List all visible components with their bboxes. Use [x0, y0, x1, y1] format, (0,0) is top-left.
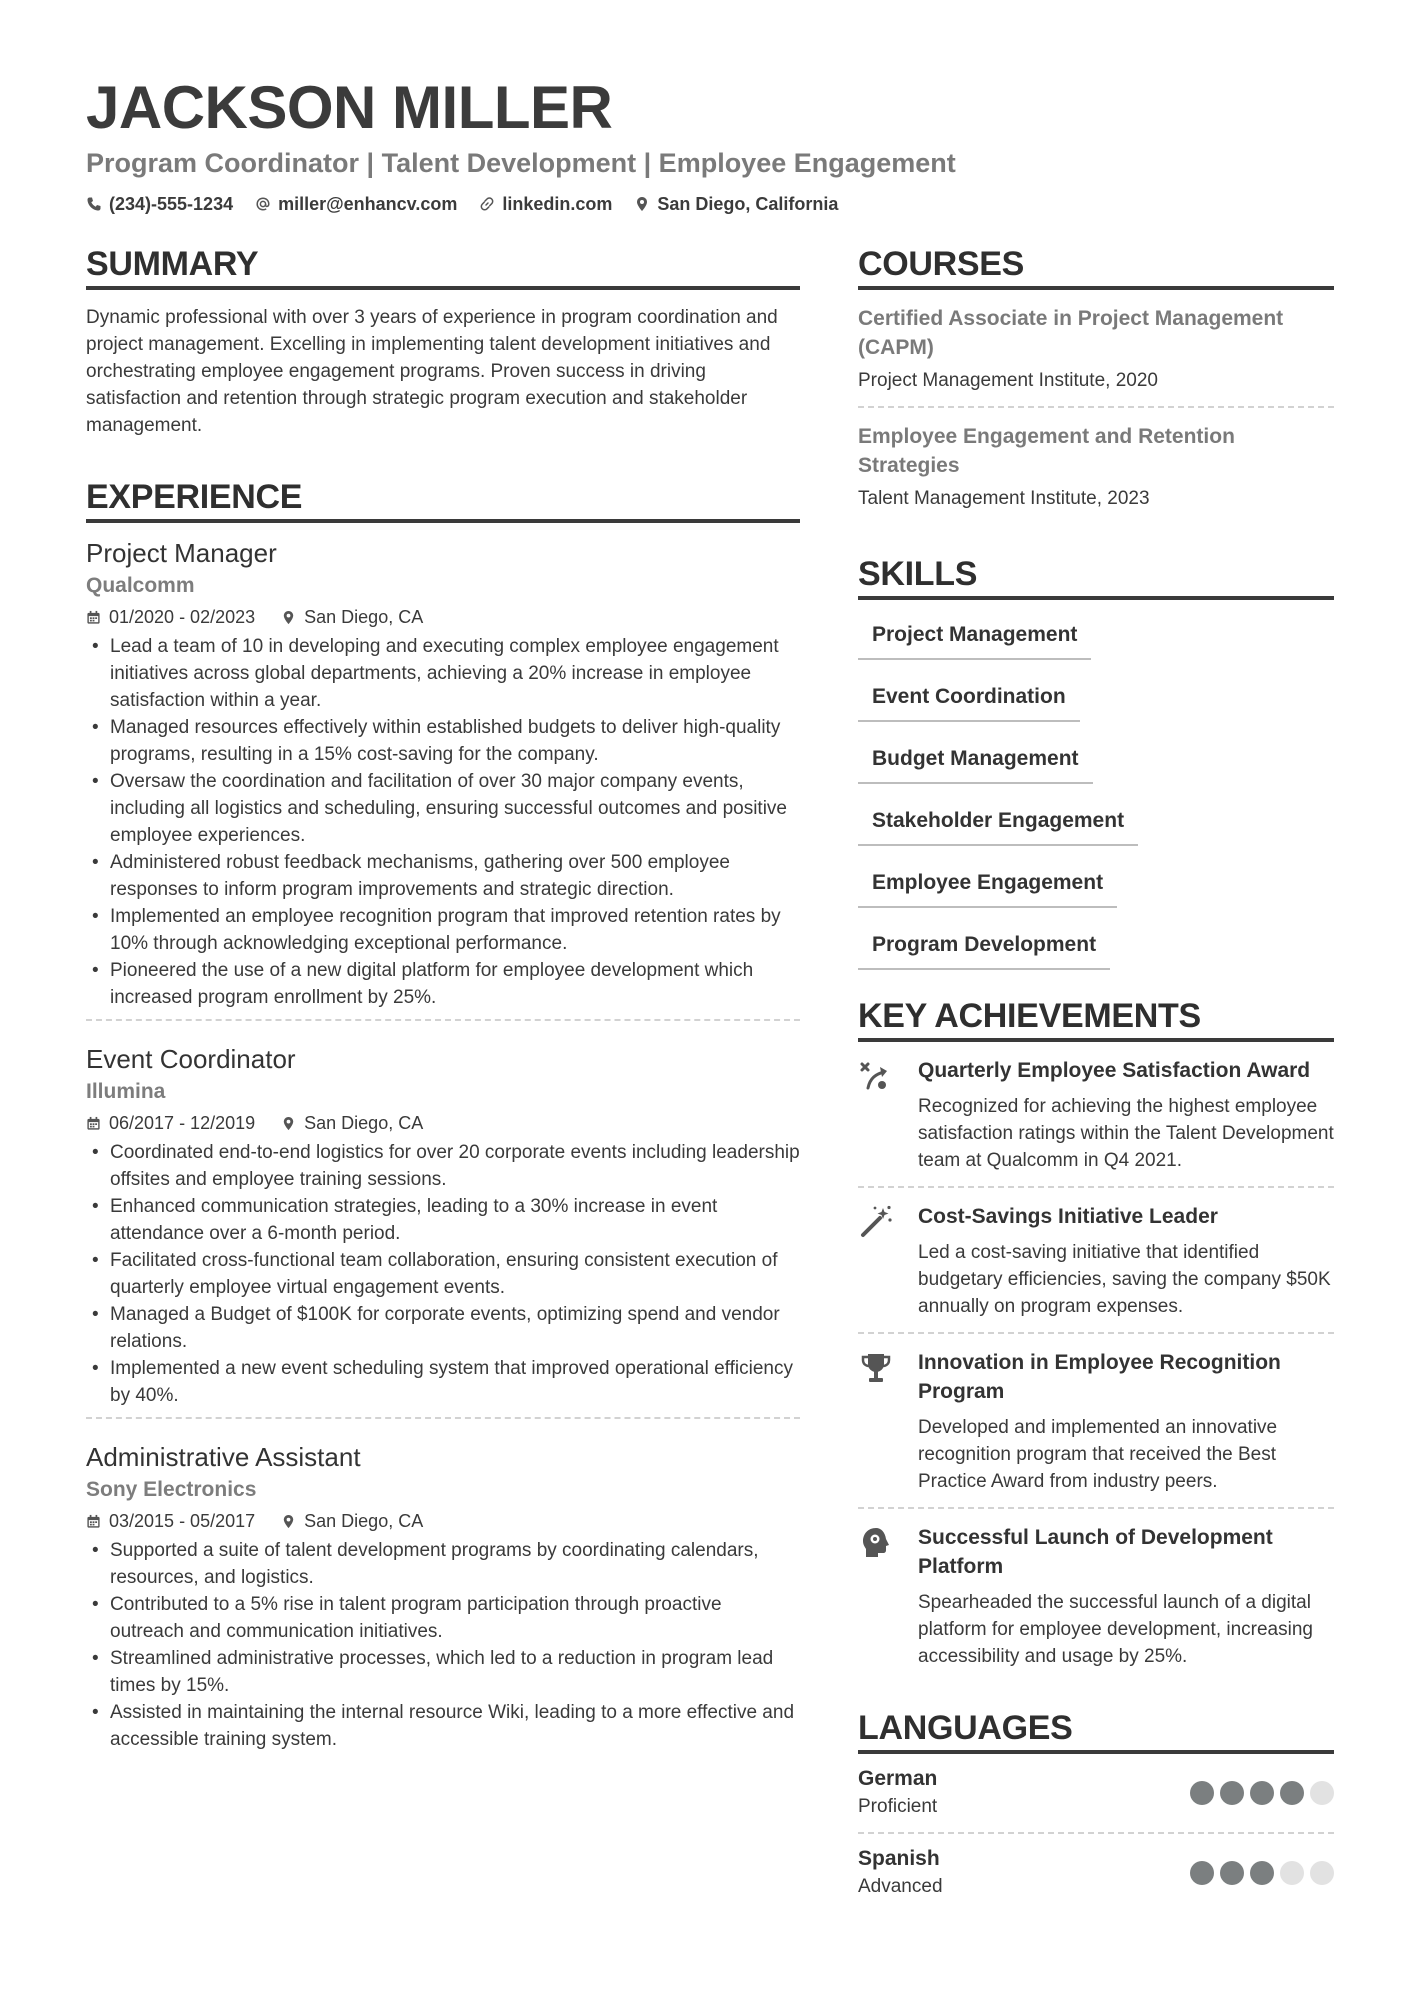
- job-location: [281, 1111, 423, 1135]
- achievement-item: [858, 1042, 1334, 1186]
- achievement-description: Recognized for achieving the highest employee satisfaction ratings within the Talent Development team at Qualcomm in Q4 2021.: [918, 1096, 1334, 1171]
- job-location: [281, 605, 423, 629]
- job-entry: [86, 537, 800, 1029]
- job-entry: [86, 1043, 800, 1427]
- language-item: [858, 1834, 1334, 1912]
- job-bullet: • Implemented a new event scheduling system that improved operational efficiency by 40%.: [86, 1355, 800, 1409]
- job-meta: [86, 605, 800, 629]
- job-bullets: [86, 633, 800, 1011]
- link-icon: [479, 196, 495, 212]
- contact-email-text: miller@enhancv.com: [278, 194, 458, 214]
- head-gear-icon: [858, 1525, 894, 1561]
- achievement-item: [858, 1334, 1334, 1507]
- language-rating: [1190, 1861, 1334, 1885]
- skill-tag: Budget Management: [858, 740, 1093, 784]
- calendar-icon: [86, 1116, 101, 1131]
- job-bullet: • Coordinated end-to-end logistics for over 20 corporate events including leadership offsites and employee training sessions.: [86, 1139, 800, 1193]
- achievement-description: Spearheaded the successful launch of a digital platform for employee development, increasing accessibility and usage by 25%.: [918, 1592, 1313, 1667]
- achievement-title: Innovation in Employee Recognition Program: [918, 1351, 1281, 1403]
- job-divider: [86, 1019, 800, 1021]
- job-company: Sony Electronics: [86, 1478, 257, 1501]
- achievement-title: Successful Launch of Development Platform: [918, 1526, 1273, 1578]
- skill-tag: Stakeholder Engagement: [858, 802, 1138, 846]
- job-location-text: San Diego, CA: [304, 607, 424, 627]
- job-bullet: • Lead a team of 10 in developing and executing complex employee engagement initiatives across global departments, achieving a 20% increase in employee satisfaction within a year.: [86, 633, 800, 714]
- location-pin-icon: [634, 196, 650, 212]
- rating-dot-filled: [1250, 1781, 1274, 1805]
- job-divider: [86, 1417, 800, 1419]
- left-column: [86, 244, 800, 1761]
- job-location-text: San Diego, CA: [304, 1511, 424, 1531]
- job-company: Illumina: [86, 1080, 166, 1103]
- job-title: Project Manager: [86, 538, 277, 568]
- job-company: Qualcomm: [86, 574, 195, 597]
- achievement-item: [858, 1509, 1334, 1682]
- job-bullet: • Enhanced communication strategies, leading to a 30% increase in event attendance over a 6-month period.: [86, 1193, 800, 1247]
- skill-tag: Event Coordination: [858, 678, 1080, 722]
- contact-location: [634, 192, 838, 216]
- calendar-icon: [86, 1514, 101, 1529]
- summary-text: Dynamic professional with over 3 years of experience in program coordination and project management. Excelling in implementing talent development initiatives and orchestrating employee engagement programs. Proven success in driving satisfaction and retention through strategic program execution and stakeholder management.: [86, 307, 778, 436]
- skill-tag: Program Development: [858, 926, 1110, 970]
- job-dates-text: 06/2017 - 12/2019: [109, 1113, 256, 1133]
- course-institution: Talent Management Institute, 2023: [858, 488, 1150, 509]
- rating-dot-filled: [1280, 1781, 1304, 1805]
- courses-heading: COURSES: [858, 244, 1334, 290]
- job-meta: [86, 1111, 800, 1135]
- resume-page: [86, 74, 1334, 1897]
- course-title: Certified Associate in Project Management (CAPM): [858, 307, 1284, 359]
- job-bullet: • Supported a suite of talent development programs by coordinating calendars, resources, and logistics.: [86, 1537, 800, 1591]
- job-dates: [86, 1111, 255, 1135]
- achievement-title: Quarterly Employee Satisfaction Award: [918, 1059, 1311, 1082]
- rating-dot-filled: [1220, 1861, 1244, 1885]
- course-title: Employee Engagement and Retention Strategies: [858, 425, 1235, 477]
- contact-email[interactable]: [255, 192, 457, 216]
- job-bullet: • Facilitated cross-functional team collaboration, ensuring consistent execution of quarterly employee virtual engagement events.: [86, 1247, 800, 1301]
- location-pin-icon: [281, 610, 296, 625]
- magic-wand-icon: [858, 1204, 894, 1240]
- job-bullet: • Administered robust feedback mechanisms, gathering over 500 employee responses to inform program improvements and strategic direction.: [86, 849, 800, 903]
- job-meta: [86, 1509, 800, 1533]
- job-entry: [86, 1441, 800, 1761]
- summary-heading: SUMMARY: [86, 244, 800, 290]
- achievement-description: Developed and implemented an innovative recognition program that received the Best Practice Award from industry peers.: [918, 1417, 1278, 1492]
- job-bullet: • Managed a Budget of $100K for corporate events, optimizing spend and vendor relations.: [86, 1301, 800, 1355]
- location-pin-icon: [281, 1514, 296, 1529]
- contact-linkedin[interactable]: [479, 192, 612, 216]
- candidate-subtitle: Program Coordinator | Talent Development | Employee Engagement: [86, 148, 956, 178]
- job-dates-text: 01/2020 - 02/2023: [109, 607, 256, 627]
- candidate-name: JACKSON MILLER: [86, 74, 613, 141]
- job-bullet: • Managed resources effectively within established budgets to deliver high-quality programs, resulting in a 15% cost-saving for the company.: [86, 714, 800, 768]
- experience-heading: EXPERIENCE: [86, 477, 800, 523]
- calendar-icon: [86, 610, 101, 625]
- job-bullet: • Assisted in maintaining the internal resource Wiki, leading to a more effective and accessible training system.: [86, 1699, 800, 1753]
- job-bullet: • Pioneered the use of a new digital platform for employee development which increased program enrollment by 25%.: [86, 957, 800, 1011]
- rating-dot-filled: [1190, 1861, 1214, 1885]
- phone-icon: [86, 196, 102, 212]
- job-bullet: • Streamlined administrative processes, which led to a reduction in program lead times by 15%.: [86, 1645, 800, 1699]
- rating-dot-empty: [1310, 1861, 1334, 1885]
- language-level: Advanced: [858, 1876, 943, 1897]
- strategy-icon: [858, 1058, 894, 1094]
- rating-dot-filled: [1250, 1861, 1274, 1885]
- job-bullets: [86, 1139, 800, 1409]
- achievement-title: Cost-Savings Initiative Leader: [918, 1205, 1218, 1228]
- job-title: Event Coordinator: [86, 1044, 296, 1074]
- job-location: [281, 1509, 423, 1533]
- rating-dot-filled: [1220, 1781, 1244, 1805]
- job-dates: [86, 1509, 255, 1533]
- job-bullet: • Contributed to a 5% rise in talent program participation through proactive outreach and communication initiatives.: [86, 1591, 800, 1645]
- right-column: [858, 244, 1334, 1912]
- job-dates: [86, 605, 255, 629]
- at-icon: [255, 196, 271, 212]
- skills-list: [858, 616, 1334, 970]
- contact-bar: [86, 192, 1334, 216]
- skill-tag: Project Management: [858, 616, 1091, 660]
- job-title: Administrative Assistant: [86, 1442, 361, 1472]
- contact-location-text: San Diego, California: [657, 194, 839, 214]
- language-name: German: [858, 1767, 938, 1790]
- contact-phone[interactable]: [86, 192, 233, 216]
- course-institution: Project Management Institute, 2020: [858, 370, 1158, 391]
- course-item: [858, 408, 1334, 524]
- job-dates-text: 03/2015 - 05/2017: [109, 1511, 256, 1531]
- language-level: Proficient: [858, 1796, 938, 1817]
- language-rating: [1190, 1781, 1334, 1805]
- rating-dot-filled: [1190, 1781, 1214, 1805]
- achievement-item: [858, 1188, 1334, 1332]
- languages-heading: LANGUAGES: [858, 1708, 1334, 1754]
- skills-heading: SKILLS: [858, 554, 1334, 600]
- job-bullet: • Oversaw the coordination and facilitation of over 30 major company events, including all logistics and scheduling, ensuring successful outcomes and positive employee experiences.: [86, 768, 800, 849]
- skill-tag: Employee Engagement: [858, 864, 1117, 908]
- language-item: [858, 1754, 1334, 1832]
- location-pin-icon: [281, 1116, 296, 1131]
- language-name: Spanish: [858, 1847, 940, 1870]
- rating-dot-empty: [1280, 1861, 1304, 1885]
- course-item: [858, 290, 1334, 406]
- achievements-heading: KEY ACHIEVEMENTS: [858, 996, 1334, 1042]
- job-bullets: [86, 1537, 800, 1753]
- trophy-icon: [858, 1350, 894, 1386]
- rating-dot-empty: [1310, 1781, 1334, 1805]
- contact-linkedin-text: linkedin.com: [502, 194, 613, 214]
- job-location-text: San Diego, CA: [304, 1113, 424, 1133]
- job-bullet: • Implemented an employee recognition program that improved retention rates by 10% through acknowledging exceptional performance.: [86, 903, 800, 957]
- achievement-description: Led a cost-saving initiative that identified budgetary efficiencies, saving the company $50K annually on program expenses.: [918, 1242, 1331, 1317]
- contact-phone-text: (234)-555-1234: [109, 194, 234, 214]
